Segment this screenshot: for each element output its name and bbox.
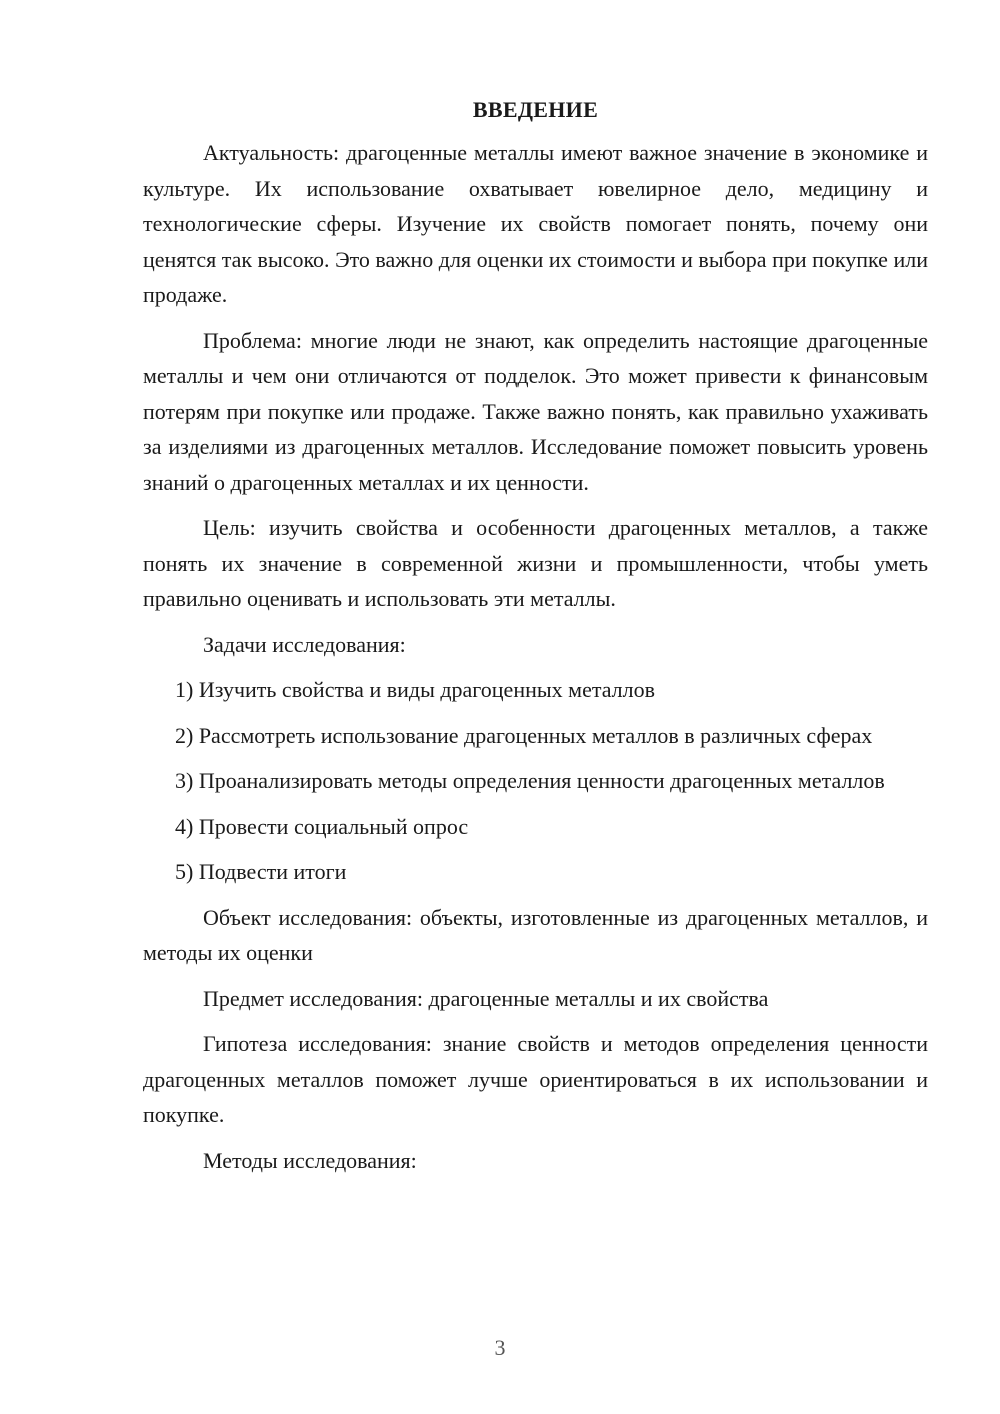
task-item: 4) Провести социальный опрос (175, 813, 469, 839)
page-number: 3 (494, 1335, 506, 1360)
relevance-paragraph: Актуальность: драгоценные металлы имеют важное значение в экономике и культуре. Их использование охватывает ювелирное дело, медицину и технологические сферы. Изучение их свойств помогает понять, почему они ценятся так высоко. Это важно для оценки их стоимости и выбора при покупке или продаже. (143, 140, 928, 307)
task-item: 5) Подвести итоги (175, 859, 347, 884)
object-paragraph: Объект исследования: объекты, изготовленные из драгоценных металлов, и методы их оценки (143, 904, 928, 965)
tasks-heading: Задачи исследования: (203, 631, 406, 657)
subject-paragraph: Предмет исследования: драгоценные металлы и их свойства (203, 985, 769, 1011)
task-item: 1) Изучить свойства и виды драгоценных металлов (175, 677, 656, 702)
methods-paragraph: Методы исследования: (203, 1147, 417, 1173)
goal-paragraph: Цель: изучить свойства и особенности драгоценных металлов, а также понять их значение в современной жизни и промышленности, чтобы уметь правильно оценивать и использовать эти металлы. (143, 515, 928, 611)
task-item: 2) Рассмотреть использование драгоценных металлов в различных сферах (175, 722, 873, 748)
task-item: 3) Проанализировать методы определения ценности драгоценных металлов (175, 768, 885, 793)
hypothesis-paragraph: Гипотеза исследования: знание свойств и методов определения ценности драгоценных металлов поможет лучше ориентироваться в их использовании и покупке. (143, 1031, 928, 1127)
problem-paragraph: Проблема: многие люди не знают, как определить настоящие драгоценные металлы и чем они отличаются от подделок. Это может привести к финансовым потерям при покупке или продаже. Также важно понять, как правильно ухаживать за изделиями из драгоценных металлов. Исследование поможет повысить уровень знаний о драгоценных металлах и их ценности. (143, 327, 928, 495)
document-page (143, 95, 928, 1188)
page-title: ВВЕДЕНИЕ (472, 97, 599, 122)
